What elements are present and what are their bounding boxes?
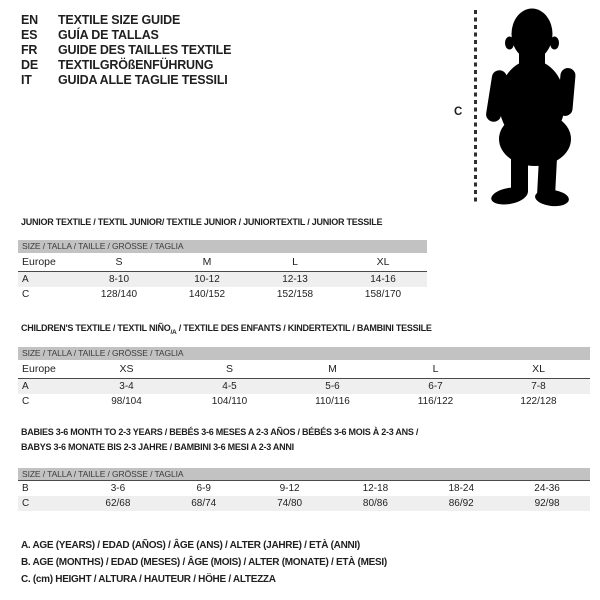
lang-line-de <box>21 58 231 73</box>
table-cell: 74/80 <box>277 498 303 509</box>
table-cell: 14-16 <box>370 274 396 285</box>
babies-table-title-line2: BABYS 3-6 MONATE BIS 2-3 JAHRE / BAMBINI 3-6 MESI A 2-3 ANNI <box>21 442 294 452</box>
row-label: C <box>22 289 30 300</box>
table-cell: 62/68 <box>105 498 131 509</box>
table-cell: 98/104 <box>111 396 142 407</box>
lang-code: IT <box>21 73 32 87</box>
size-col-header: S <box>225 363 233 375</box>
footnote-b: B. AGE (MONTHS) / EDAD (MESES) / ÂGE (MOIS) / ALTER (MONATE) / ETÀ (MESI) <box>21 557 387 568</box>
table-cell: 116/122 <box>417 396 454 407</box>
table-row-europe <box>18 253 427 272</box>
lang-line-en <box>21 13 231 28</box>
table-cell: 8-10 <box>108 274 129 285</box>
babies-size-table <box>18 468 590 511</box>
measure-c-label: C <box>454 106 463 118</box>
children-table-title-sub: /A <box>170 328 177 336</box>
table-cell: 86/92 <box>448 498 474 509</box>
size-col-header: L <box>292 256 298 268</box>
row-label: C <box>22 498 30 509</box>
table-cell: 10-12 <box>194 274 220 285</box>
row-label: A <box>22 274 29 285</box>
table-cell: 4-5 <box>222 381 237 392</box>
lang-label: GUIDA ALLE TAGLIE TESSILI <box>58 73 228 87</box>
table-cell: 3-4 <box>119 381 134 392</box>
lang-line-it <box>21 73 231 88</box>
table-row-c <box>18 287 427 302</box>
table-cell: 152/158 <box>276 289 314 300</box>
baby-silhouette-icon <box>482 6 582 208</box>
lang-code: FR <box>21 43 38 57</box>
table-cell: 68/74 <box>191 498 217 509</box>
table-row-c <box>18 394 590 409</box>
babies-table-title <box>21 425 418 455</box>
footnotes <box>21 537 387 588</box>
children-table-title-text: CHILDREN'S TEXTILE / TEXTIL NIÑO <box>21 323 171 333</box>
table-cell: 9-12 <box>279 483 300 494</box>
lang-line-fr <box>21 43 231 58</box>
babies-table-title-line1: BABIES 3-6 MONTH TO 2-3 YEARS / BEBÉS 3-6 MESES A 2-3 AÑOS / BÉBÉS 3-6 MOIS À 2-3 ANS / <box>21 427 419 437</box>
size-col-header: M <box>328 363 337 375</box>
table-cell: 92/98 <box>534 498 560 509</box>
lang-line-es <box>21 28 231 43</box>
table-cell: 24-36 <box>534 483 560 494</box>
table-cell: 6-7 <box>428 381 443 392</box>
size-header-bar: SIZE / TALLA / TAILLE / GRÖSSE / TAGLIA <box>18 468 590 481</box>
table-cell: 12-13 <box>282 274 308 285</box>
row-label: A <box>22 381 29 392</box>
size-col-header: S <box>115 256 123 268</box>
junior-table-title-text: JUNIOR TEXTILE / TEXTIL JUNIOR/ TEXTILE JUNIOR / JUNIORTEXTIL / JUNIOR TESSILE <box>21 217 383 227</box>
table-cell: 3-6 <box>110 483 126 494</box>
table-cell: 140/152 <box>188 289 226 300</box>
row-label: Europe <box>22 363 56 375</box>
size-col-header: M <box>202 256 212 268</box>
junior-size-table <box>18 240 427 302</box>
children-size-table <box>18 347 590 409</box>
row-label: B <box>22 483 29 494</box>
footnote-a: A. AGE (YEARS) / EDAD (AÑOS) / ÂGE (ANS) / ALTER (JAHRE) / ETÀ (ANNI) <box>21 540 360 551</box>
lang-code: ES <box>21 28 38 42</box>
table-cell: 7-8 <box>531 381 546 392</box>
table-row-a <box>18 379 590 394</box>
size-col-header: L <box>432 363 439 375</box>
size-header-bar: SIZE / TALLA / TAILLE / GRÖSSE / TAGLIA <box>18 240 427 253</box>
size-header-bar: SIZE / TALLA / TAILLE / GRÖSSE / TAGLIA <box>18 347 590 360</box>
table-cell: 5-6 <box>325 381 340 392</box>
table-cell: 6-9 <box>196 483 211 494</box>
lang-label: GUÍA DE TALLAS <box>58 28 159 42</box>
table-cell: 128/140 <box>100 289 138 300</box>
table-cell: 12-18 <box>362 483 389 494</box>
row-label: C <box>22 396 30 407</box>
lang-label: GUIDE DES TAILLES TEXTILE <box>58 43 232 57</box>
footnote-c: C. (cm) HEIGHT / ALTURA / HAUTEUR / HÖHE / ALTEZZA <box>21 574 276 585</box>
table-row-b <box>18 481 590 496</box>
row-label: Europe <box>22 256 56 268</box>
lang-label: TEXTILGRÖßENFÜHRUNG <box>58 58 214 72</box>
table-cell: 104/110 <box>211 396 248 407</box>
size-col-header: XS <box>119 363 134 375</box>
table-row-a <box>18 272 427 287</box>
size-col-header: XL <box>532 363 545 375</box>
height-dashed-line <box>474 10 477 205</box>
children-table-title-text: / TEXTILE DES ENFANTS / KINDERTEXTIL / BAMBINI TESSILE <box>176 323 432 333</box>
table-cell: 110/116 <box>315 396 350 407</box>
lang-label: TEXTILE SIZE GUIDE <box>58 13 181 27</box>
lang-code: EN <box>21 13 38 27</box>
table-cell: 158/170 <box>364 289 402 300</box>
table-cell: 18-24 <box>448 483 475 494</box>
size-col-header: XL <box>376 256 390 268</box>
children-table-title <box>21 321 432 340</box>
lang-code: DE <box>21 58 38 72</box>
table-row-europe <box>18 360 590 379</box>
junior-table-title <box>21 215 382 230</box>
height-measure-figure <box>448 0 600 215</box>
table-cell: 80/86 <box>362 498 388 509</box>
table-cell: 122/128 <box>520 396 557 407</box>
language-header <box>21 13 231 88</box>
table-row-c <box>18 496 590 511</box>
